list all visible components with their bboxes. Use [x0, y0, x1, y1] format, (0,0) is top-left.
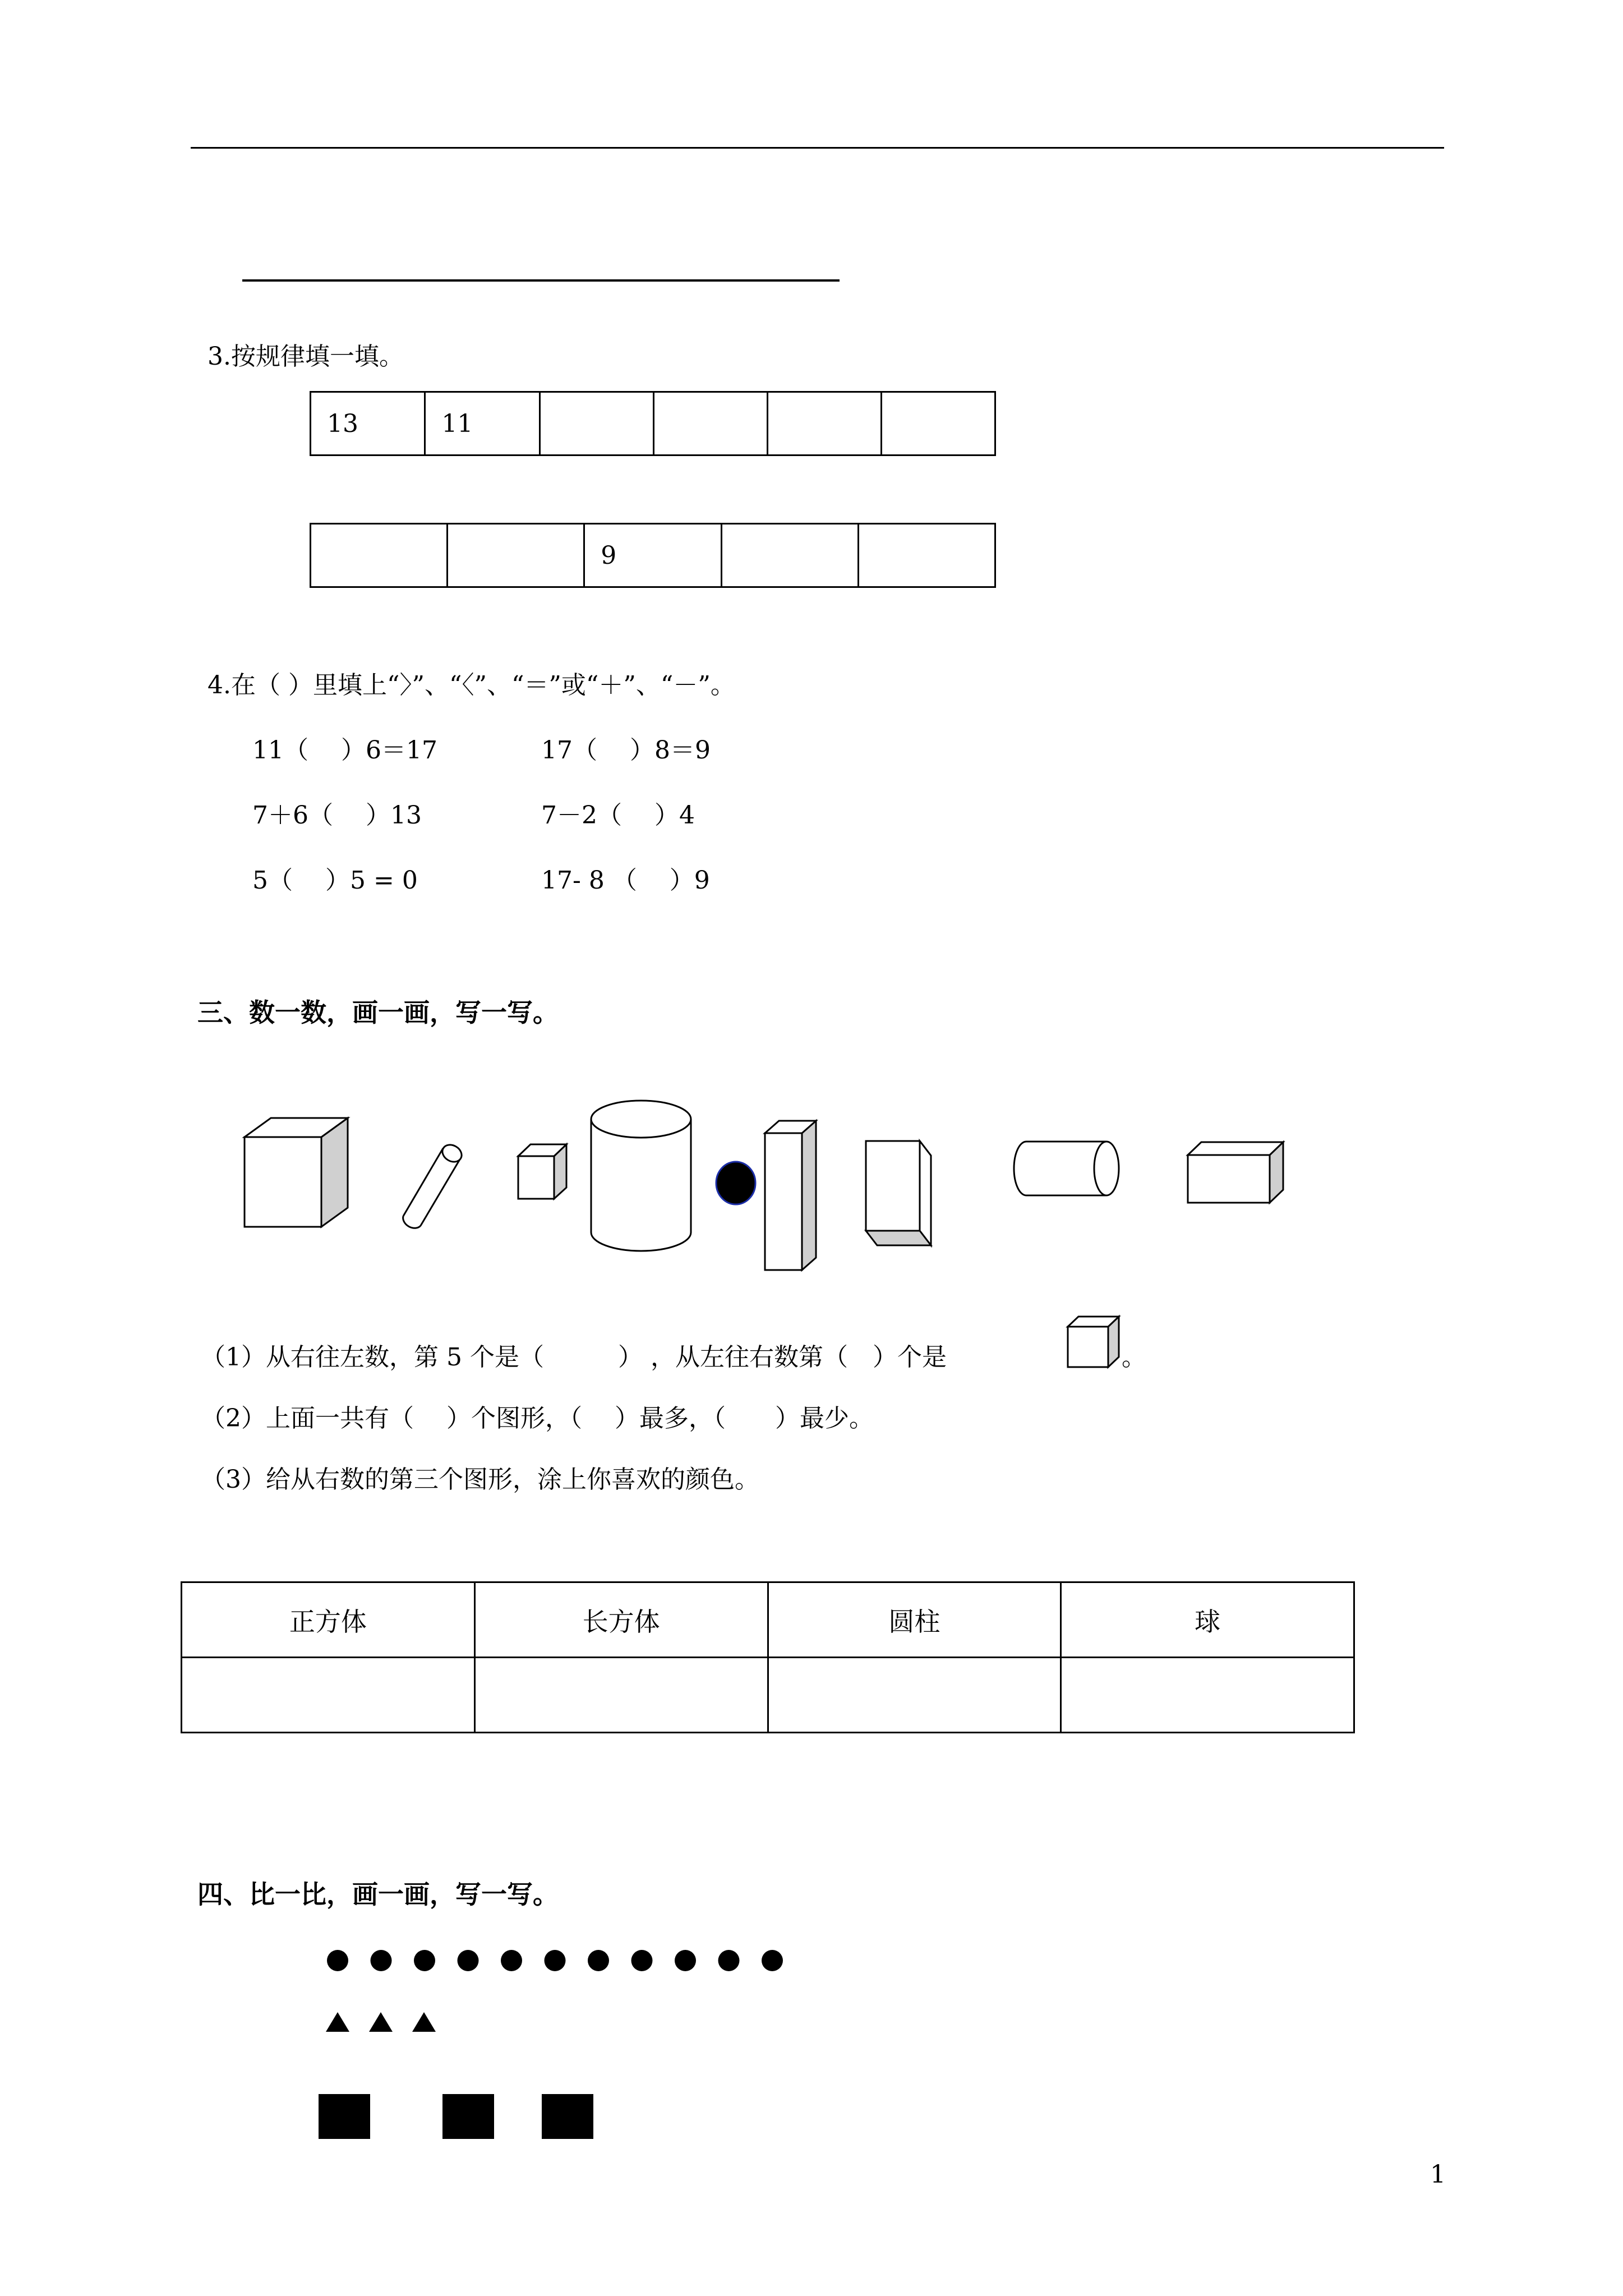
- q4-item[interactable]: 5（ ）5 = 0: [252, 866, 418, 895]
- circle-icon: [631, 1950, 653, 1971]
- thin-cylinder-icon: [403, 1142, 465, 1228]
- s3-q1-end: 。: [1122, 1343, 1146, 1372]
- seq2-cell[interactable]: [311, 524, 448, 587]
- seq2-cell[interactable]: [858, 524, 995, 587]
- circle-icon: [458, 1950, 479, 1971]
- square-icon: [542, 2094, 593, 2139]
- answer-cell[interactable]: [768, 1658, 1061, 1733]
- header-cube: 正方体: [182, 1582, 475, 1658]
- circle-icon: [588, 1950, 609, 1971]
- header-cuboid: 长方体: [474, 1582, 768, 1658]
- answer-cell[interactable]: [182, 1658, 475, 1733]
- q4-item[interactable]: 17（ ）8＝9: [541, 736, 711, 765]
- small-cube-icon: [518, 1144, 566, 1199]
- answer-cell[interactable]: [474, 1658, 768, 1733]
- section4-title: 四、比一比，画一画，写一写。: [197, 1879, 559, 1910]
- circle-icon: [371, 1950, 392, 1971]
- tall-cuboid-icon: [765, 1121, 816, 1270]
- circle-icon: [501, 1950, 522, 1971]
- circle-icon: [675, 1950, 696, 1971]
- shape-count-table: [181, 1581, 1355, 1733]
- q4-item[interactable]: 7＋6（ ）13: [252, 801, 422, 830]
- circle-icon: [545, 1950, 566, 1971]
- square-row: [319, 2094, 593, 2139]
- header-rule: [191, 147, 1444, 149]
- section3-title: 三、数一数，画一画，写一写。: [197, 997, 559, 1028]
- q4-item[interactable]: 17- 8 （ ）9: [541, 866, 710, 895]
- seq1-cell[interactable]: [653, 392, 767, 455]
- cuboid-icon: [866, 1141, 931, 1245]
- page-number: 1: [1430, 2160, 1446, 2189]
- circle-icon: [718, 1950, 740, 1971]
- answer-cell[interactable]: [1061, 1658, 1354, 1733]
- seq1-cell[interactable]: [540, 392, 653, 455]
- circle-icon: [762, 1950, 783, 1971]
- s3-q3-text: （3）给从右数的第三个图形，涂上你喜欢的颜色。: [201, 1465, 759, 1494]
- seq1-cell[interactable]: 11: [425, 392, 540, 455]
- flat-cuboid-icon: [1188, 1142, 1283, 1203]
- sequence-table-1: [310, 391, 996, 456]
- triangle-icon: [369, 2012, 393, 2032]
- header-cylinder: 圆柱: [768, 1582, 1061, 1658]
- s3-q2-text: （2）上面一共有（ ）个图形，（ ）最多，（ ）最少。: [201, 1404, 874, 1433]
- q4-item[interactable]: 11（ ）6＝17: [252, 736, 437, 765]
- q3-title: 3.按规律填一填。: [208, 342, 404, 371]
- ball-icon: [716, 1162, 755, 1204]
- seq2-cell[interactable]: [448, 524, 584, 587]
- seq2-cell[interactable]: [721, 524, 858, 587]
- triangle-icon: [326, 2012, 349, 2032]
- solid-shapes-figure: [0, 1066, 1623, 1301]
- seq1-cell[interactable]: [881, 392, 995, 455]
- s3-q1-text: （1）从右往左数，第 5 个是（ ） ，从左往右数第（ ）个是: [201, 1343, 947, 1372]
- q4-title: 4.在（ ）里填上“〉”、“〈”、“＝”或“＋”、“－”。: [208, 671, 735, 700]
- answer-line: [242, 279, 840, 282]
- q4-item[interactable]: 7－2（ ）4: [541, 801, 695, 830]
- triangle-icon: [412, 2012, 436, 2032]
- cylinder-icon: [591, 1101, 691, 1251]
- small-cube-icon: [1066, 1310, 1122, 1372]
- horizontal-cylinder-icon: [1014, 1142, 1119, 1195]
- seq2-cell[interactable]: 9: [584, 524, 722, 587]
- square-icon: [442, 2094, 494, 2139]
- cube-icon: [245, 1118, 348, 1227]
- square-icon: [319, 2094, 370, 2139]
- sequence-table-2: [310, 523, 996, 588]
- triangle-row: [326, 2012, 436, 2032]
- seq1-cell[interactable]: [767, 392, 881, 455]
- circle-row: [327, 1950, 783, 1971]
- seq1-cell[interactable]: 13: [311, 392, 425, 455]
- shape-rows-figure: [0, 1930, 1623, 2154]
- circle-icon: [327, 1950, 348, 1971]
- header-ball: 球: [1061, 1582, 1354, 1658]
- circle-icon: [414, 1950, 435, 1971]
